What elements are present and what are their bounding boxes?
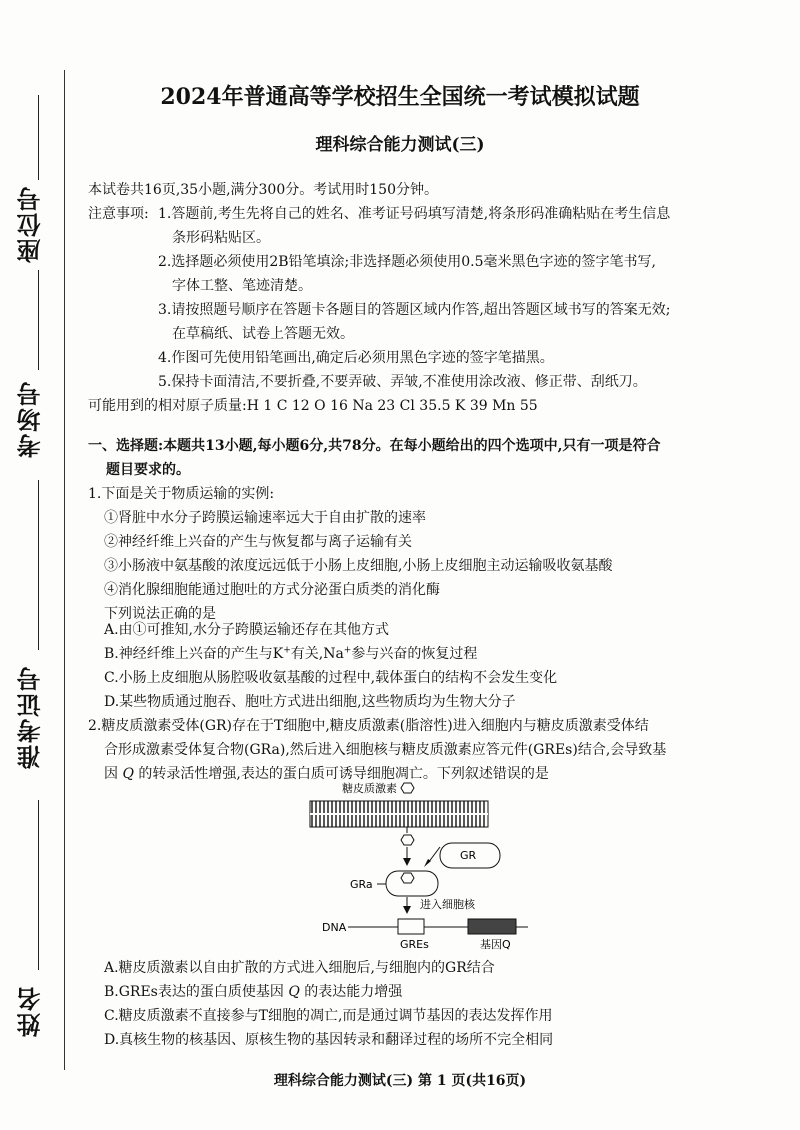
section-heading: 一、选择题:本题共13小题,每小题6分,共78分。在每小题给出的四个选项中,只有一项是符合 <box>88 438 661 454</box>
name-fill-line <box>38 800 39 970</box>
gres-box <box>398 919 424 934</box>
sidebar-name-label: 姓名 <box>17 985 45 1037</box>
cell-membrane <box>310 801 488 827</box>
page-subtitle: 理科综合能力测试(三) <box>315 135 485 155</box>
dna-label: DNA <box>322 921 347 934</box>
gra-label: GRa <box>350 878 373 891</box>
gr-label: GR <box>460 849 477 862</box>
note-3-cont: 在草稿纸、试卷上答题无效。 <box>172 326 354 342</box>
note-1-cont: 条形码粘贴区。 <box>172 230 270 246</box>
sidebar-room-label: 考场号 <box>17 380 45 458</box>
q1-option-b: B.神经纤维上兴奋的产生与K+有关,Na+参与兴奋的恢复过程 <box>104 645 478 662</box>
hormone-hexagon-icon <box>401 783 414 793</box>
gene-q-label: 基因Q <box>480 938 511 951</box>
binding-line <box>64 70 65 1070</box>
arrow-nucleus-icon <box>403 906 411 914</box>
q1-item-3: ③小肠液中氨基酸的浓度远远低于小肠上皮细胞,小肠上皮细胞主动运输吸收氨基酸 <box>104 558 613 574</box>
note-2-cont: 字体工整、笔迹清楚。 <box>172 278 312 294</box>
hormone-in-cytoplasm-icon <box>401 835 414 845</box>
page-title: 2024年普通高等学校招生全国统一考试模拟试题 <box>160 84 640 110</box>
q1-item-4: ④消化腺细胞能通过胞吐的方式分泌蛋白质类的消化酶 <box>104 582 440 598</box>
q2-option-d: D.真核生物的核基因、原核生物的基因转录和翻译过程的场所不完全相同 <box>104 1032 554 1048</box>
q2-stem-line2: 合形成激素受体复合物(GRa),然后进入细胞核与糖皮质激素应答元件(GREs)结合,会导致基 <box>104 742 667 758</box>
q2-option-c: C.糖皮质激素不直接参与T细胞的凋亡,而是通过调节基因的表达发挥作用 <box>104 1008 553 1024</box>
notes-label: 注意事项: <box>88 206 149 222</box>
sidebar-ticket-label: 准考证号 <box>17 665 45 769</box>
q1-item-2: ②神经纤维上兴奋的产生与恢复都与离子运输有关 <box>104 534 412 550</box>
room-fill-line <box>38 270 39 370</box>
note-3: 3.请按照题号顺序在答题卡各题目的答题区域内作答,超出答题区域书写的答案无效; <box>158 302 671 318</box>
nucleus-label: 进入细胞核 <box>420 898 475 911</box>
sidebar-seat-label: 座位号 <box>17 185 45 263</box>
q1-option-a: A.由①可推知,水分子跨膜运输还存在其他方式 <box>104 622 390 638</box>
q1-stem: 1.下面是关于物质运输的实例: <box>88 486 275 502</box>
gr-mechanism-figure <box>300 775 560 955</box>
atomic-masses: 可能用到的相对原子质量:H 1 C 12 O 16 Na 23 Cl 35.5 K 39 Mn 55 <box>88 398 538 414</box>
section-heading-cont: 题目要求的。 <box>106 462 190 478</box>
ticket-fill-line <box>38 480 39 650</box>
q1-item-1: ①肾脏中水分子跨膜运输速率远大于自由扩散的速率 <box>104 510 426 526</box>
hormone-label: 糖皮质激素 <box>342 782 397 795</box>
arrow-down-icon <box>403 858 411 866</box>
q1-option-c: C.小肠上皮细胞从肠腔吸收氨基酸的过程中,载体蛋白的结构不会发生变化 <box>104 670 558 686</box>
note-2: 2.选择题必须使用2B铅笔填涂;非选择题必须使用0.5毫米黑色字迹的签字笔书写, <box>158 254 656 270</box>
note-5: 5.保持卡面清洁,不要折叠,不要弄破、弄皱,不准使用涂改液、修正带、刮纸刀。 <box>158 374 647 390</box>
gene-q-box <box>468 919 516 934</box>
q2-option-a: A.糖皮质激素以自由扩散的方式进入细胞后,与细胞内的GR结合 <box>104 960 495 976</box>
page-footer: 理科综合能力测试(三) 第 1 页(共16页) <box>273 1073 527 1089</box>
note-4: 4.作图可先使用铅笔画出,确定后必须用黑色字迹的签字笔描黑。 <box>158 350 554 366</box>
q2-stem-line3: 因 Q 的转录活性增强,表达的蛋白质可诱导细胞凋亡。下列叙述错误的是 <box>104 766 549 782</box>
q2-stem-line1: 2.糖皮质激素受体(GR)存在于T细胞中,糖皮质激素(脂溶性)进入细胞内与糖皮质激素受体结 <box>88 718 649 734</box>
exam-summary: 本试卷共16页,35小题,满分300分。考试用时150分钟。 <box>88 182 438 198</box>
q1-option-d: D.某些物质通过胞吞、胞吐方式进出细胞,这些物质均为生物大分子 <box>104 694 516 710</box>
q1-prompt: 下列说法正确的是 <box>104 606 216 622</box>
note-1: 1.答题前,考生先将自己的姓名、准考证号码填写清楚,将条形码准确粘贴在考生信息 <box>158 206 671 222</box>
q2-option-b: B.GREs表达的蛋白质使基因 Q 的表达能力增强 <box>104 984 403 1000</box>
gres-label: GREs <box>400 938 429 951</box>
